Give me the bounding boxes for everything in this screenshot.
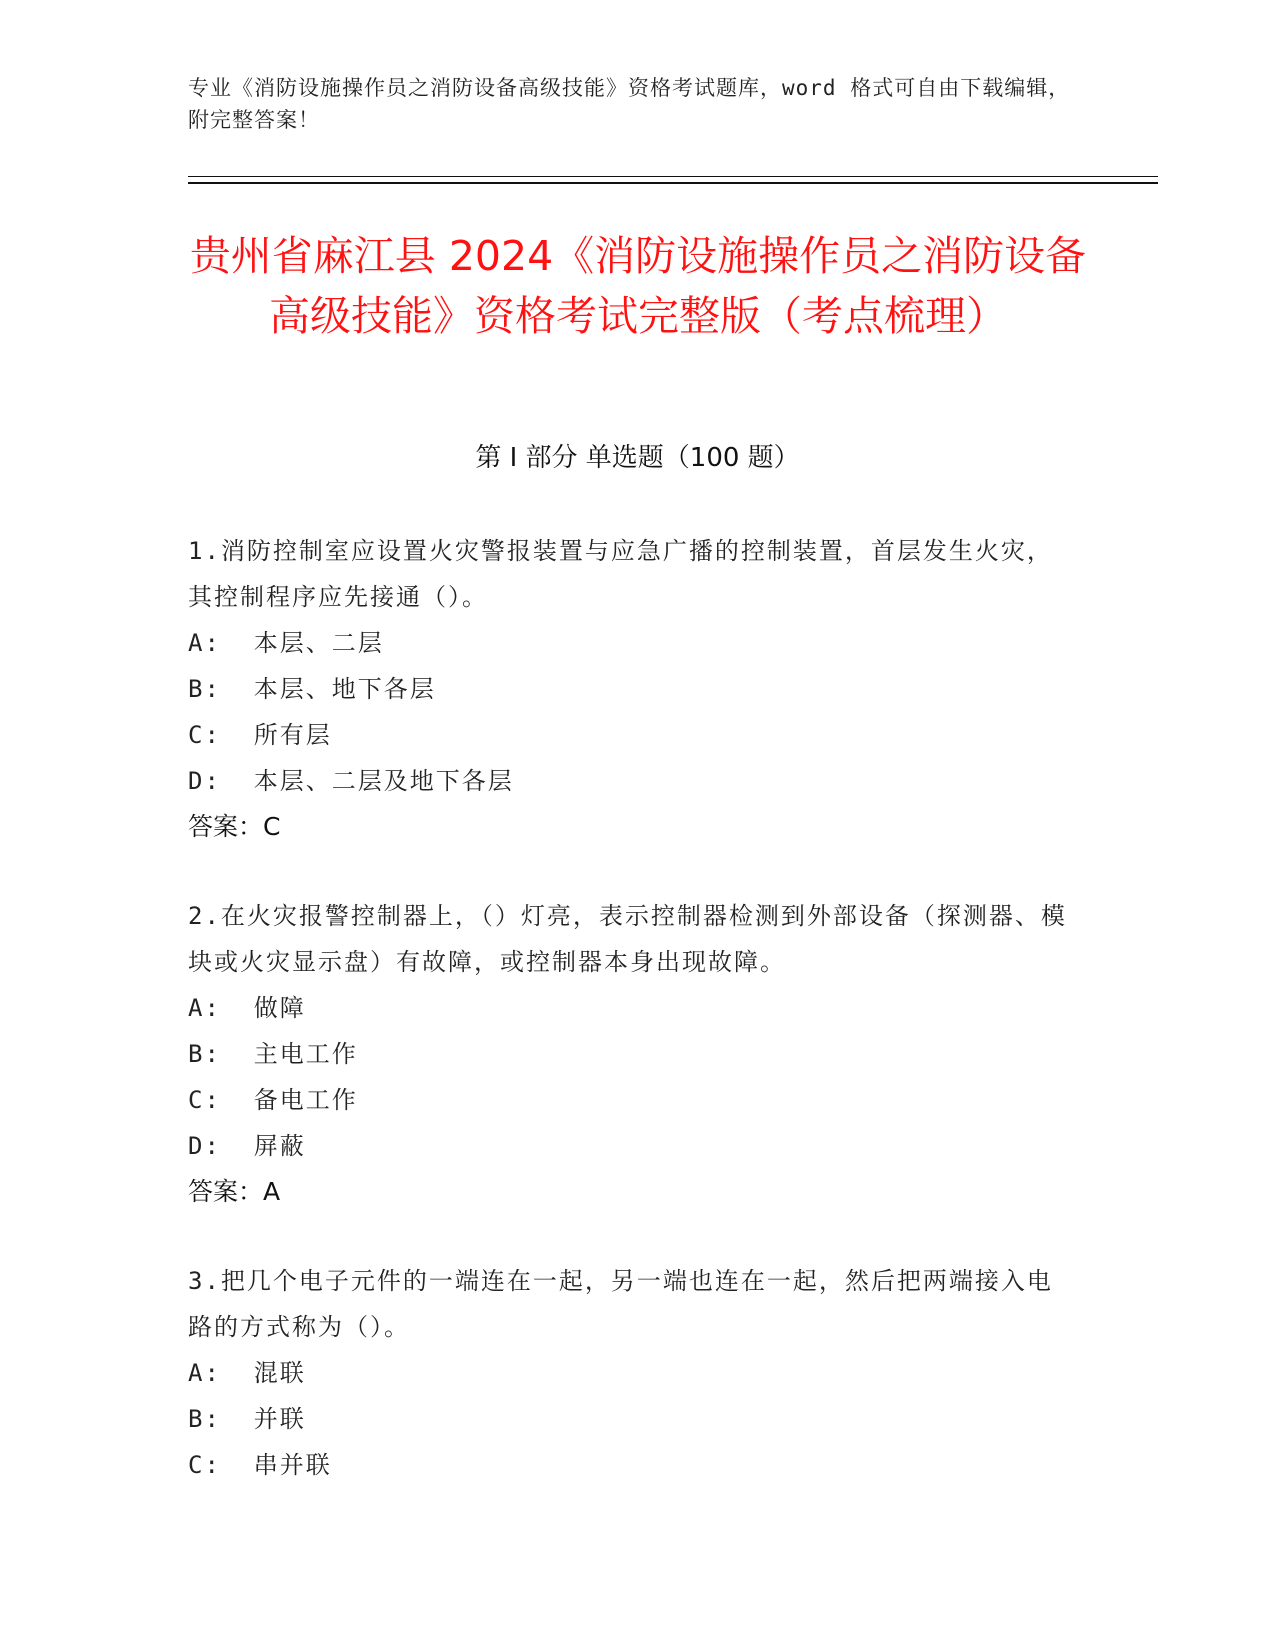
header-divider-thick — [188, 182, 1158, 184]
option-c: C: 串并联 — [188, 1451, 332, 1479]
question-text: 1.消防控制室应设置火灾警报装置与应急广播的控制装置，首层发生火灾，其控制程序应先接通（）。 — [188, 537, 1053, 611]
question-1 — [188, 528, 1068, 850]
question-text: 3.把几个电子元件的一端连在一起，另一端也连在一起，然后把两端接入电路的方式称为（）。 — [188, 1267, 1053, 1341]
option-a: A: 本层、二层 — [188, 629, 384, 657]
option-b: B: 主电工作 — [188, 1040, 358, 1068]
header-divider-thin — [188, 176, 1158, 177]
option-d: D: 本层、二层及地下各层 — [188, 767, 514, 795]
header-note: 专业《消防设施操作员之消防设备高级技能》资格考试题库，word 格式可自由下载编辑，附完整答案！ — [188, 76, 1071, 132]
answer: 答案：C — [188, 812, 281, 841]
question-text: 2.在火灾报警控制器上，（）灯亮，表示控制器检测到外部设备（探测器、模块或火灾显示盘）有故障，或控制器本身出现故障。 — [188, 902, 1067, 976]
option-a: A: 做障 — [188, 994, 306, 1022]
option-b: B: 并联 — [188, 1405, 306, 1433]
document-title: 贵州省麻江县 2024《消防设施操作员之消防设备高级技能》资格考试完整版（考点梳理） — [189, 232, 1087, 340]
option-a: A: 混联 — [188, 1359, 306, 1387]
option-c: C: 备电工作 — [188, 1086, 358, 1114]
answer: 答案：A — [188, 1177, 281, 1206]
option-d: D: 屏蔽 — [188, 1132, 306, 1160]
option-b: B: 本层、地下各层 — [188, 675, 436, 703]
section-heading: 第 I 部分 单选题（100 题） — [475, 443, 800, 473]
question-2 — [188, 893, 1068, 1215]
question-3 — [188, 1258, 1068, 1488]
option-c: C: 所有层 — [188, 721, 332, 749]
